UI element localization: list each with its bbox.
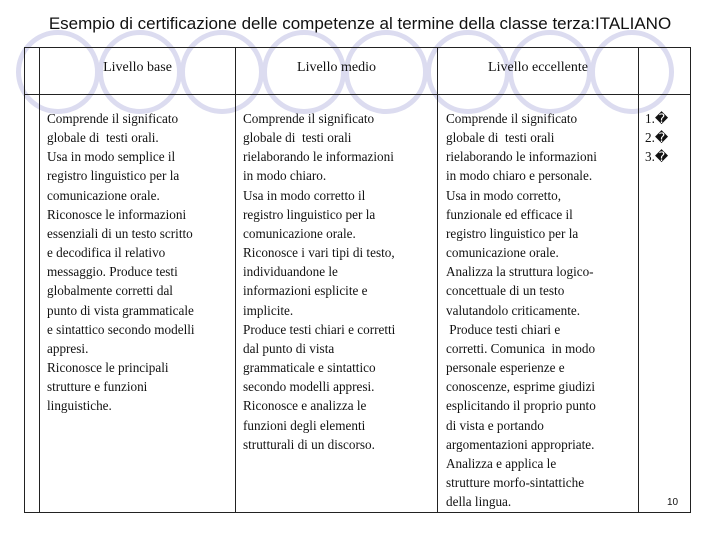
text-line: globale di testi orali [243, 130, 352, 146]
text-line: linguistiche. [47, 398, 112, 414]
text-line: individuandone le [243, 264, 338, 280]
text-line: in modo chiaro e personale. [446, 168, 593, 184]
text-line: in modo chiaro. [243, 168, 327, 184]
text-line: globale di testi orali. [47, 130, 159, 146]
numbered-list [645, 109, 668, 166]
text-line: dal punto di vista [243, 340, 335, 356]
slide-title: Esempio di certificazione delle competenze al termine della classe terza:ITALIANO [48, 14, 672, 33]
text-line: Usa in modo corretto il [243, 187, 366, 203]
text-line: valutandolo criticamente. [446, 302, 581, 318]
text-line: esplicitando il proprio punto [446, 398, 596, 414]
text-line: registro linguistico per la [446, 225, 579, 241]
list-number: 1.� [645, 111, 669, 126]
text-line: Analizza la struttura logico- [446, 264, 594, 280]
header-livello-medio: Livello medio [297, 60, 376, 75]
header-livello-base: Livello base [103, 60, 172, 75]
text-line: Produce testi chiari e corretti [243, 321, 396, 337]
text-line: Usa in modo corretto, [446, 187, 561, 203]
text-line: globalmente corretti dal [47, 283, 173, 299]
text-line: punto di vista grammaticale [47, 302, 194, 318]
text-line: Usa in modo semplice il [47, 149, 176, 165]
text-line: funzionale ed efficace il [446, 206, 573, 222]
text-line: personale esperienze e [446, 360, 565, 376]
text-line: registro linguistico per la [243, 206, 376, 222]
cell-livello-medio [243, 109, 395, 454]
text-line: della lingua. [446, 494, 512, 510]
text-line: strutture morfo-sintattiche [446, 474, 585, 490]
text-line: e sintattico secondo modelli [47, 321, 195, 337]
text-line: Riconosce le informazioni [47, 206, 187, 222]
header-divider [25, 94, 690, 95]
text-line: globale di testi orali [446, 130, 555, 146]
text-line: Riconosce i vari tipi di testo, [243, 245, 395, 261]
text-line: Riconosce e analizza le [243, 398, 367, 414]
text-line: essenziali di un testo scritto [47, 225, 193, 241]
text-line: conoscenze, esprime giudizi [446, 379, 596, 395]
text-line: funzioni degli elementi [243, 417, 366, 433]
text-line: secondo modelli appresi. [243, 379, 375, 395]
text-line: strutturali di un discorso. [243, 436, 375, 452]
text-line: di vista e portando [446, 417, 544, 433]
column-divider [235, 48, 236, 512]
list-number: 3.� [645, 149, 669, 165]
page-number: 10 [667, 497, 679, 508]
text-line: Comprende il significato [47, 111, 179, 126]
text-line: Comprende il significato [446, 111, 578, 126]
text-line: registro linguistico per la [47, 168, 180, 184]
text-line: informazioni esplicite e [243, 283, 368, 299]
header-livello-eccellente: Livello eccellente [488, 60, 588, 75]
column-divider [437, 48, 438, 512]
text-line: Analizza e applica le [446, 455, 557, 471]
text-line: appresi. [47, 340, 89, 356]
text-line: Comprende il significato [243, 111, 375, 126]
column-divider [39, 48, 40, 512]
list-number: 2.� [645, 130, 669, 146]
text-line: strutture e funzioni [47, 379, 148, 395]
text-line: comunicazione orale. [47, 187, 160, 203]
competence-table [24, 47, 691, 513]
text-line: rielaborando le informazioni [243, 149, 394, 165]
text-line: grammaticale e sintattico [243, 360, 376, 376]
text-line: implicite. [243, 302, 294, 318]
text-line: comunicazione orale. [243, 225, 356, 241]
text-line: Produce testi chiari e [446, 321, 561, 337]
column-divider [638, 48, 639, 512]
cell-livello-eccellente [446, 109, 597, 511]
text-line: argomentazioni appropriate. [446, 436, 595, 452]
text-line: messaggio. Produce testi [47, 264, 178, 280]
cell-livello-base [47, 109, 195, 416]
text-line: concettuale di un testo [446, 283, 565, 299]
text-line: Riconosce le principali [47, 360, 169, 376]
text-line: e decodifica il relativo [47, 245, 166, 261]
text-line: corretti. Comunica in modo [446, 340, 596, 356]
text-line: comunicazione orale. [446, 245, 559, 261]
text-line: rielaborando le informazioni [446, 149, 597, 165]
